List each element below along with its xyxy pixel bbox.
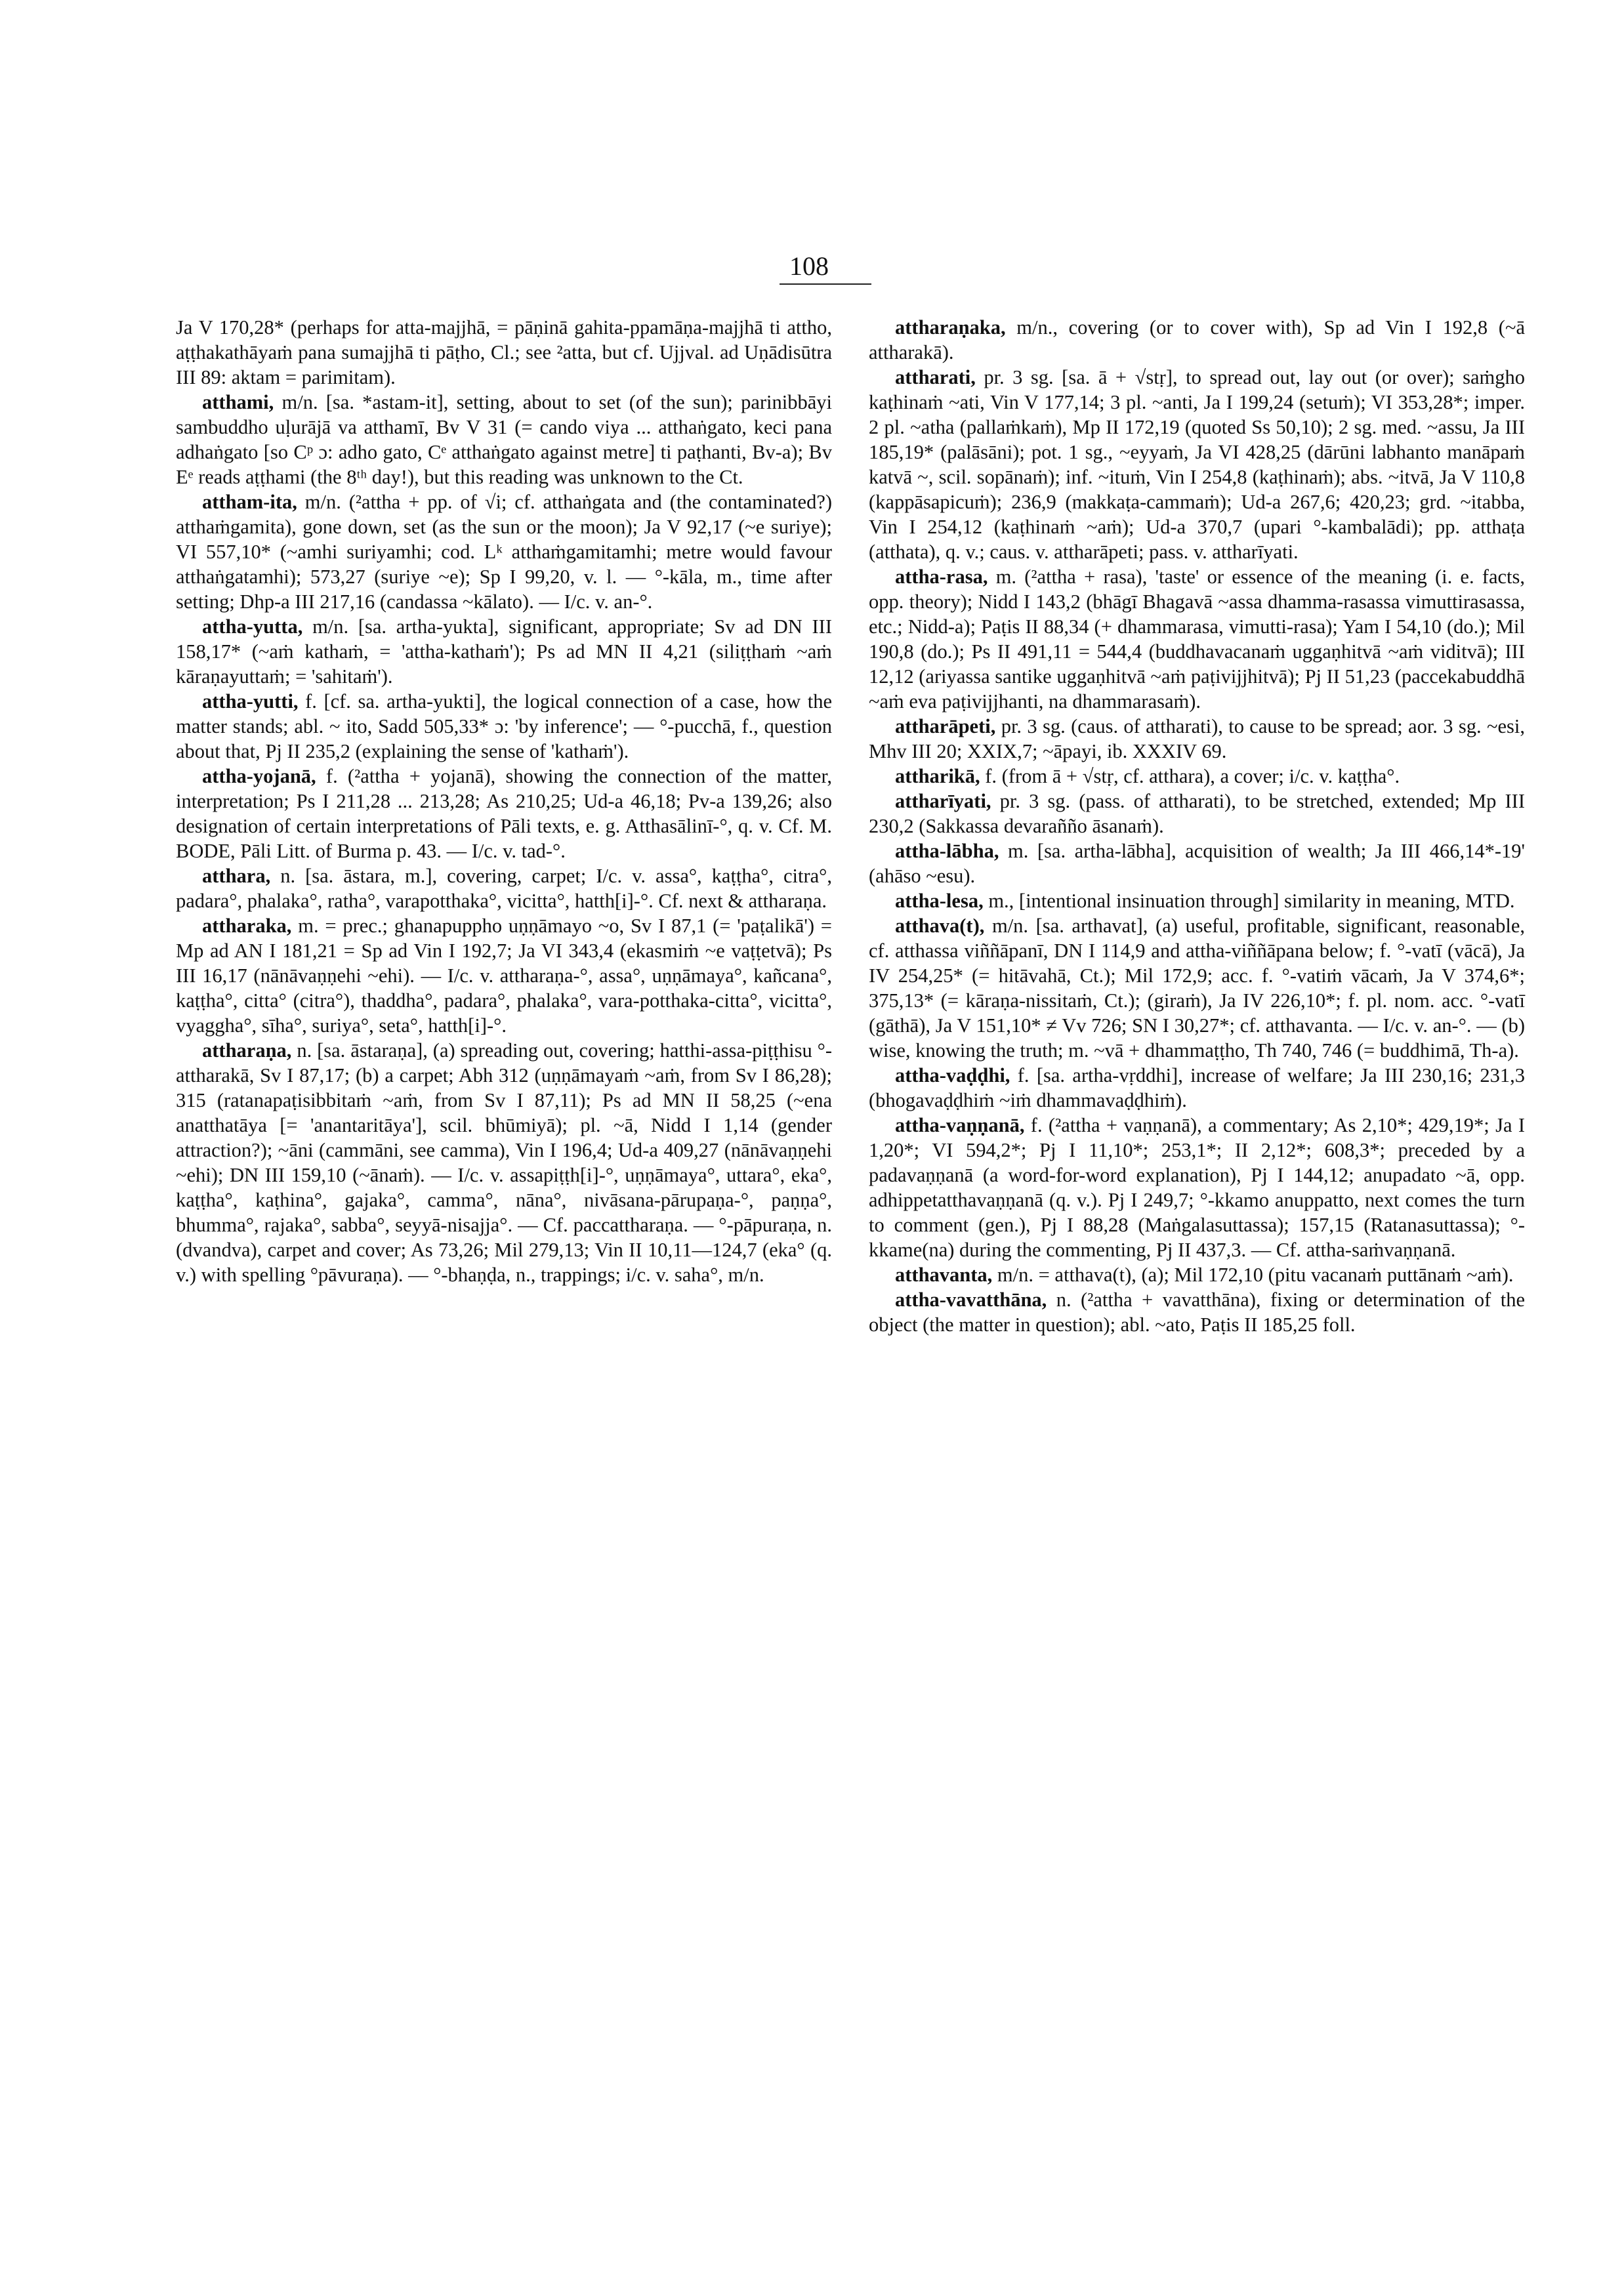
entry-text: f. [cf. sa. artha-yukti], the logical connection of a case, how the matter stands; abl. ~ ito, Sadd 505,33* ɔ: 'by inference'; — °-pucchā, f., question about that, Pj II 235,2 (explaining the sense of 'kathaṁ'). — [176, 690, 832, 762]
entry-headword: attha-yutti, — [202, 690, 299, 713]
dictionary-entry — [869, 888, 1525, 913]
entry-text: m. [sa. artha-lābha], acquisition of wealth; Ja III 466,14*-19' (ahāso ~esu). — [869, 840, 1526, 887]
dictionary-entry — [869, 1113, 1525, 1262]
entry-text: m/n. = atthava(t), (a); Mil 172,10 (pitu vacanaṁ puttānaṁ ~aṁ). — [997, 1264, 1514, 1286]
entry-headword: attha-vavatthāna, — [895, 1289, 1047, 1311]
entry-headword: attha-vaṇṇanā, — [895, 1114, 1025, 1136]
entry-headword: attha-yutta, — [202, 615, 303, 638]
entry-text: pr. 3 sg. (caus. of attharati), to cause to be spread; aor. 3 sg. ~esi, Mhv III 20; XXIX,7; ~āpayi, ib. XXXIV 69. — [869, 715, 1525, 762]
entry-text: m/n., covering (or to cover with), Sp ad Vin I 192,8 (~ā attharakā). — [869, 316, 1525, 363]
entry-headword: atthami, — [202, 391, 274, 413]
left-column — [176, 315, 832, 1287]
entry-text: f. (²attha + vaṇṇanā), a commentary; As 2,10*; 429,19*; Ja I 1,20*; VI 594,2*; Pj I 11,10*; 253,1*; II 2,12*; 608,3*; preceded by a padavaṇṇanā (a word-for-word explanation), Pj I 144,12; anupadato ~ā, opp. adhippetatthavaṇṇanā (q. v.). Pj I 249,7; °-kkamo anuppatto, next comes the turn to comment (gen.), Pj I 88,28 (Maṅgalasuttassa); 157,15 (Ratanasuttassa); °-kkame(na) during the commenting, Pj II 437,3. — Cf. attha-saṁvaṇṇanā. — [869, 1114, 1525, 1261]
entry-headword: attharaṇa, — [202, 1039, 292, 1062]
dictionary-entry — [869, 1063, 1525, 1113]
entry-headword: attharati, — [895, 366, 976, 388]
dictionary-entry — [176, 315, 832, 390]
entry-headword: atthavanta, — [895, 1264, 993, 1286]
dictionary-entry — [176, 764, 832, 863]
dictionary-entry — [869, 1262, 1525, 1287]
dictionary-entry — [869, 764, 1525, 789]
entry-headword: attharaṇaka, — [895, 316, 1006, 339]
entry-text: m/n. [sa. *astam-it], setting, about to set (of the sun); parinibbāyi sambuddho uḷurājā va atthamī, Bv V 31 (= cando viya ... atthaṅgato, keci pana adhaṅgato [so Cᵖ ɔ: adho gato, Cᵉ atthaṅgato against metre] ti paṭhanti, Bv-a); Bv Eᵉ reads aṭṭhami (the 8ᵗʰ day!), but this reading was unknown to the Ct. — [176, 391, 833, 488]
entry-headword: attha-rasa, — [895, 566, 988, 588]
dictionary-entry — [869, 1287, 1525, 1337]
dictionary-entry — [176, 614, 832, 689]
entry-text: m., [intentional insinuation through] similarity in meaning, MTD. — [988, 890, 1515, 912]
dictionary-entry — [176, 913, 832, 1038]
entry-text: m/n. (²attha + pp. of √i; cf. atthaṅgata and (the contaminated?) atthaṁgamita), gone down, set (as the sun or the moon); Ja V 92,17 (~e suriye); VI 557,10* (~amhi suriyamhi; cod. Lᵏ atthaṁgamitamhi; metre would favour atthaṅgatamhi); 573,27 (suriye ~e); Sp I 99,20, v. l. — °-kāla, m., time after setting; Dhp-a III 217,16 (candassa ~kālato). — I/c. v. an-°. — [176, 491, 833, 613]
dictionary-entry — [869, 365, 1525, 564]
dictionary-entry — [176, 689, 832, 764]
entry-headword: attharikā, — [895, 765, 980, 787]
dictionary-entry — [176, 863, 832, 913]
entry-headword: attham-ita, — [202, 491, 297, 513]
entry-text: pr. 3 sg. [sa. ā + √stṛ], to spread out, lay out (or over); saṁgho kaṭhinaṁ ~ati, Vin V 177,14; 3 pl. ~anti, Ja I 199,24 (setuṁ); VI 353,28*; imper. 2 pl. ~atha (pallaṁkaṁ), Mp II 172,19 (quoted Ss 50,10); 2 sg. med. ~assu, Ja III 185,19* (palāsāni); pot. 1 sg., ~eyyaṁ, Ja VI 428,25 (dārūni labhanto manāpaṁ katvā ~, scil. sopānaṁ); inf. ~ituṁ, Vin I 254,8 (kaṭhinaṁ); abs. ~itvā, Ja V 110,8 (kappāsapicuṁ); 236,9 (makkaṭa-cammaṁ); Ud-a 267,6; 420,23; grd. ~itabba, Vin I 254,12 (kaṭhinaṁ ~aṁ); Ud-a 370,7 (upari °-kambalādi); pp. atthaṭa (atthata), q. v.; caus. v. attharāpeti; pass. v. attharīyati. — [869, 366, 1526, 563]
entry-headword: attharāpeti, — [895, 715, 996, 737]
entry-text: Ja V 170,28* (perhaps for atta-majjhā, = pāṇinā gahita-ppamāṇa-majjhā ti attho, aṭṭhakathāyaṁ pana sumajjhā ti pāṭho, Cl.; see ²atta, but cf. Ujjval. ad Uṇādisūtra III 89: aktam = parimitam). — [176, 316, 832, 388]
page-number: 108 — [789, 251, 829, 281]
dictionary-entry — [869, 789, 1525, 838]
dictionary-entry — [176, 489, 832, 614]
right-column — [869, 315, 1525, 1337]
entry-headword: attha-yojanā, — [202, 765, 316, 787]
dictionary-entry — [869, 564, 1525, 714]
entry-headword: attha-vaḍḍhi, — [895, 1064, 1010, 1086]
dictionary-entry — [176, 1038, 832, 1287]
entry-headword: attha-lābha, — [895, 840, 999, 862]
entry-text: m. = prec.; ghanapuppho uṇṇāmayo ~o, Sv I 87,1 (= 'paṭalikā') = Mp ad AN I 181,21 = Sp ad Vin I 192,7; Ja VI 343,4 (ekasmiṁ ~e vaṭṭetvā); Ps III 16,17 (nānāvaṇṇehi ~ehi). — I/c. v. attharaṇa-°, assa°, uṇṇāmaya°, kañcana°, kaṭṭha°, citta° (citra°), thaddha°, padara°, phalaka°, vara-potthaka-citta°, vicitta°, vyaggha°, sīha°, suriya°, seta°, hatth[i]-°. — [176, 915, 832, 1037]
entry-headword: atthava(t), — [895, 915, 985, 937]
entry-text: m. (²attha + rasa), 'taste' or essence of the meaning (i. e. facts, opp. theory); Nidd I 143,2 (bhāgī Bhagavā ~assa dhamma-rasassa vimuttirasassa, etc.; Nidd-a); Paṭis II 88,34 (+ dhammarasa, vimutti-rasa); Yam I 54,10 (do.); Mil 190,8 (do.); Ps II 491,11 = 544,4 (buddhavacanaṁ uggaṇhitvā ~aṁ viditvā); III 12,12 (ariyassa santike uggaṇhitvā ~aṁ paṭivijjhitvā); Pj II 51,23 (paccekabuddhā ~aṁ eva paṭivijjhanti, na dhammarasaṁ). — [869, 566, 1525, 713]
entry-text: n. [sa. āstaraṇa], (a) spreading out, covering; hatthi-assa-piṭṭhisu °-attharakā, Sv I 87,17; (b) a carpet; Abh 312 (uṇṇāmayaṁ ~aṁ, from Sv I 86,28); 315 (ratanapaṭisibbitaṁ ~aṁ, from Sv I 87,11); Ps ad MN II 58,25 (~ena anatthatāya [= 'anantaritāya'], scil. bhūmiyā); pl. ~ā, Nidd I 1,14 (gender attraction?); ~āni (cammāni, see camma), Vin I 196,4; Ud-a 409,27 (nānāvaṇṇehi ~ehi); DN III 159,10 (~ānaṁ). — I/c. v. assapiṭṭh[i]-°, uṇṇāmaya°, uttara°, eka°, kaṭṭha°, kaṭhina°, gajaka°, camma°, nāna°, nivāsana-pārupaṇa-°, paṇṇa°, bhumma°, rajaka°, sabba°, seyyā-nisajja°. — Cf. paccattharaṇa. — °-pāpuraṇa, n. (dvandva), carpet and cover; As 73,26; Mil 279,13; Vin II 10,11—124,7 (eka° (q. v.) with spelling °pāvuraṇa). — °-bhaṇḍa, n., trappings; i/c. v. saha°, m/n. — [176, 1039, 833, 1286]
entry-headword: attharaka, — [202, 915, 292, 937]
dictionary-entry — [869, 315, 1525, 365]
entry-text: n. (²attha + vavatthāna), fixing or determination of the object (the matter in question); abl. ~ato, Paṭis II 185,25 foll. — [869, 1289, 1525, 1336]
entry-text: n. [sa. āstara, m.], covering, carpet; I/c. v. assa°, kaṭṭha°, citra°, padara°, phalaka°, ratha°, varapotthaka°, vicitta°, hatth[i]-°. Cf. next & attharaṇa. — [176, 865, 833, 912]
dictionary-entry — [869, 714, 1525, 764]
entry-headword: attharīyati, — [895, 790, 991, 812]
entry-text: m/n. [sa. artha-yukta], significant, appropriate; Sv ad DN III 158,17* (~aṁ kathaṁ, = 'attha-kathaṁ'); Ps ad MN II 4,21 (siliṭṭhaṁ ~aṁ kāraṇayuttaṁ; = 'sahitaṁ'). — [176, 615, 832, 688]
entry-text: f. (²attha + yojanā), showing the connection of the matter, interpretation; Ps I 211,28 ... 213,28; As 210,25; Ud-a 46,18; Pv-a 139,26; also designation of certain interpretations of Pāli texts, e. g. Atthasālinī-°, q. v. Cf. M. BODE, Pāli Litt. of Burma p. 43. — I/c. v. tad-°. — [176, 765, 832, 862]
entry-text: m/n. [sa. arthavat], (a) useful, profitable, significant, reasonable, cf. atthassa viññāpanī, DN I 114,9 and attha-viññāpana below; f. °-vatī (vācā), Ja IV 254,25* (= hitāvahā, Ct.); Mil 172,9; acc. f. °-vatiṁ vācaṁ, Ja V 374,6*; 375,13* (= kāraṇa-nissitaṁ, Ct.); (giraṁ), Ja IV 226,10*; f. pl. nom. acc. °-vatī (gāthā), Ja V 151,10* ≠ Vv 726; SN I 30,27*; cf. atthavanta. — I/c. v. an-°. — (b) wise, knowing the truth; m. ~vā + dhammaṭṭho, Th 740, 746 (= buddhimā, Th-a). — [869, 915, 1526, 1062]
dictionary-entry — [869, 838, 1525, 888]
entry-text: f. (from ā + √stṛ, cf. atthara), a cover; i/c. v. kaṭṭha°. — [985, 765, 1400, 787]
entry-headword: attha-lesa, — [895, 890, 984, 912]
header-rule — [780, 283, 871, 285]
entry-text: pr. 3 sg. (pass. of attharati), to be stretched, extended; Mp III 230,2 (Sakkassa devarañño āsanaṁ). — [869, 790, 1525, 837]
dictionary-entry — [869, 913, 1525, 1063]
dictionary-entry — [176, 390, 832, 489]
entry-headword: atthara, — [202, 865, 271, 887]
entry-text: f. [sa. artha-vṛddhi], increase of welfare; Ja III 230,16; 231,3 (bhogavaḍḍhiṁ ~iṁ dhammavaḍḍhiṁ). — [869, 1064, 1525, 1111]
